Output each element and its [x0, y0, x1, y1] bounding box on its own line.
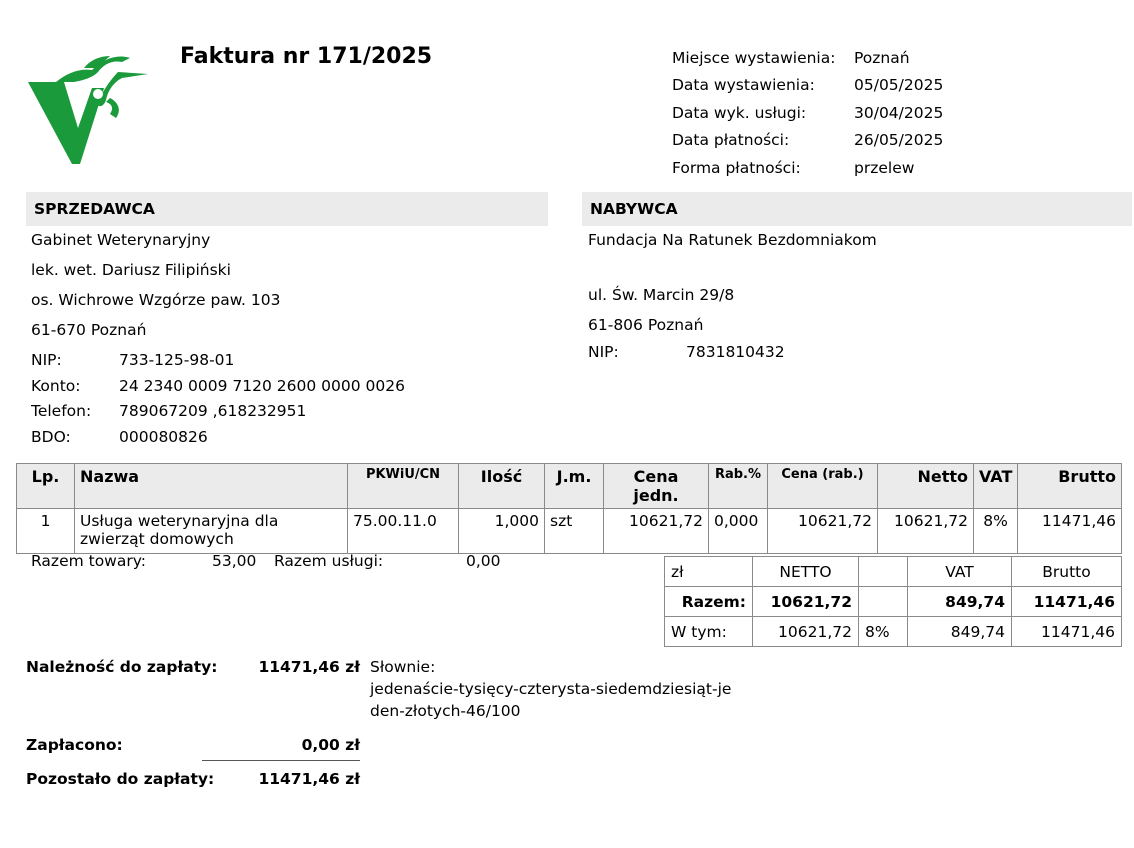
- invoice-title: Faktura nr 171/2025: [180, 44, 433, 69]
- vat-summary-table: [664, 556, 1122, 647]
- cell-jm: szt: [545, 509, 604, 554]
- cell-rab: 0,000: [709, 509, 768, 554]
- col-netto: Netto: [878, 464, 974, 509]
- summary-currency: zł: [665, 557, 753, 587]
- seller-nip-label: NIP:: [31, 351, 62, 369]
- razem-uslugi-label: Razem usługi:: [274, 552, 384, 570]
- seller-telefon: [31, 402, 306, 420]
- invoice-meta: [672, 44, 943, 182]
- razem-towary-value: 53,00: [212, 552, 257, 570]
- razem-towary-label: Razem towary:: [31, 552, 147, 570]
- buyer-nip-label: NIP:: [588, 343, 619, 361]
- seller-city: 61-670 Poznań: [31, 321, 147, 339]
- due-value: 11471,46 zł: [258, 658, 360, 676]
- seller-bdo-label: BDO:: [31, 428, 71, 446]
- cell-cena: 10621,72: [604, 509, 709, 554]
- items-table: [16, 463, 1122, 554]
- words-line-2: den-złotych-46/100: [370, 702, 521, 720]
- summary-razem-netto: 10621,72: [753, 587, 859, 617]
- meta-value: Poznań: [854, 48, 910, 67]
- meta-value: 05/05/2025: [854, 76, 944, 95]
- summary-razem-brutto: 11471,46: [1012, 587, 1122, 617]
- seller-telefon-label: Telefon:: [31, 402, 92, 420]
- seller-name: Gabinet Weterynaryjny: [31, 231, 211, 249]
- seller-nip: [31, 351, 234, 369]
- meta-label: Miejsce wystawienia:: [672, 48, 836, 67]
- summary-netto-header: NETTO: [753, 557, 859, 587]
- buyer-name: Fundacja Na Ratunek Bezdomniakom: [588, 231, 877, 249]
- buyer-city: 61-806 Poznań: [588, 316, 704, 334]
- table-row: [17, 509, 1122, 554]
- col-vat: VAT: [974, 464, 1018, 509]
- razem-uslugi-value: 0,00: [466, 552, 501, 570]
- col-brutto: Brutto: [1018, 464, 1122, 509]
- meta-label: Data wystawienia:: [672, 76, 815, 95]
- cell-ilosc: 1,000: [459, 509, 545, 554]
- buyer-heading: NABYWCA: [582, 192, 1132, 226]
- remaining-label: Pozostało do zapłaty:: [26, 770, 215, 788]
- cell-lp: 1: [17, 509, 75, 554]
- col-pkwiu: PKWiU/CN: [348, 464, 459, 509]
- seller-telefon-value: 789067209 ,618232951: [119, 402, 307, 420]
- seller-street: os. Wichrowe Wzgórze paw. 103: [31, 291, 281, 309]
- summary-razem-label: Razem:: [665, 587, 753, 617]
- items-header-row: [17, 464, 1122, 509]
- summary-rate-header: [859, 557, 908, 587]
- summary-wtym-vat: 849,74: [908, 617, 1012, 647]
- cell-vat: 8%: [974, 509, 1018, 554]
- summary-wtym-row: [665, 617, 1122, 647]
- words-line-1: jedenaście-tysięcy-czterysta-siedemdziesiąt-je: [370, 680, 732, 698]
- col-lp: Lp.: [17, 464, 75, 509]
- summary-razem-row: [665, 587, 1122, 617]
- summary-wtym-label: W tym:: [665, 617, 753, 647]
- meta-label: Data wyk. usługi:: [672, 103, 807, 122]
- summary-wtym-netto: 10621,72: [753, 617, 859, 647]
- buyer-nip: [588, 343, 785, 361]
- col-cena-rab: Cena (rab.): [768, 464, 878, 509]
- meta-label: Forma płatności:: [672, 158, 801, 177]
- buyer-street: ul. Św. Marcin 29/8: [588, 286, 735, 304]
- seller-konto-label: Konto:: [31, 377, 81, 395]
- meta-label: Data płatności:: [672, 131, 790, 150]
- seller-bdo-value: 000080826: [119, 428, 208, 446]
- seller-konto-value: 24 2340 0009 7120 2600 0000 0026: [119, 377, 405, 395]
- summary-header-row: [665, 557, 1122, 587]
- col-nazwa: Nazwa: [75, 464, 348, 509]
- col-jm: J.m.: [545, 464, 604, 509]
- clinic-logo: [26, 48, 150, 166]
- summary-vat-header: VAT: [908, 557, 1012, 587]
- summary-brutto-header: Brutto: [1012, 557, 1122, 587]
- col-cena: Cena jedn.: [604, 464, 709, 509]
- paid-value: 0,00 zł: [202, 736, 360, 761]
- cell-nazwa: Usługa weterynaryjna dla zwierząt domowych: [75, 509, 348, 554]
- words-label: Słownie:: [370, 658, 436, 676]
- summary-razem-vat: 849,74: [908, 587, 1012, 617]
- cell-cena-rab: 10621,72: [768, 509, 878, 554]
- cell-brutto: 11471,46: [1018, 509, 1122, 554]
- summary-wtym-brutto: 11471,46: [1012, 617, 1122, 647]
- seller-konto: [31, 377, 405, 395]
- meta-value: 30/04/2025: [854, 103, 944, 122]
- meta-value: 26/05/2025: [854, 131, 944, 150]
- seller-person: lek. wet. Dariusz Filipiński: [31, 261, 231, 279]
- summary-wtym-rate: 8%: [859, 617, 908, 647]
- cell-pkwiu: 75.00.11.0: [348, 509, 459, 554]
- summary-razem-rate: [859, 587, 908, 617]
- seller-nip-value: 733-125-98-01: [119, 351, 235, 369]
- col-ilosc: Ilość: [459, 464, 545, 509]
- cell-netto: 10621,72: [878, 509, 974, 554]
- col-rab: Rab.%: [709, 464, 768, 509]
- seller-bdo: [31, 428, 208, 446]
- remaining-value: 11471,46 zł: [258, 770, 360, 788]
- meta-value: przelew: [854, 158, 915, 177]
- paid-label: Zapłacono:: [26, 736, 123, 754]
- buyer-nip-value: 7831810432: [686, 343, 785, 361]
- due-label: Należność do zapłaty:: [26, 658, 218, 676]
- seller-heading: SPRZEDAWCA: [26, 192, 548, 226]
